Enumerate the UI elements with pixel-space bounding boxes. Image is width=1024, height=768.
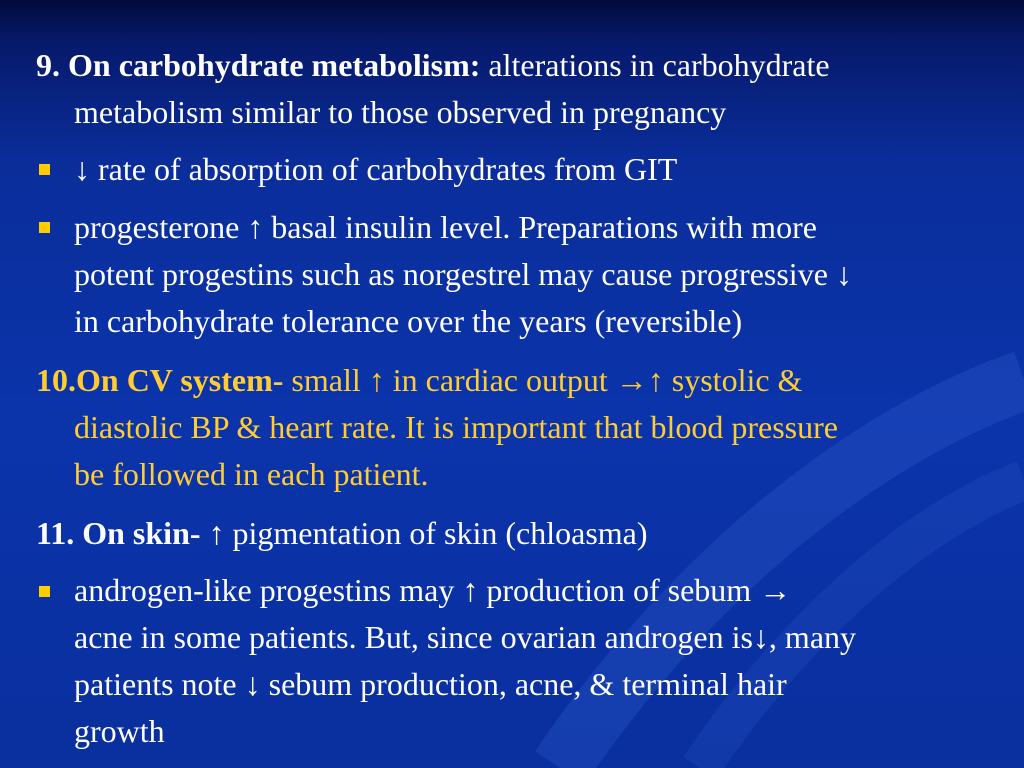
item10-line1 bbox=[36, 357, 802, 404]
bullet3-line4: growth bbox=[74, 713, 165, 749]
item10-heading: 10.On CV system- bbox=[36, 362, 284, 398]
bullet-square-icon bbox=[39, 164, 50, 175]
item10-text-line2: diastolic BP & heart rate. It is important that blood pressure bbox=[74, 409, 838, 445]
item11-heading: 11. On skin- bbox=[36, 515, 201, 551]
item9-heading: 9. On carbohydrate metabolism: bbox=[36, 47, 481, 83]
item10-text-line3: be followed in each patient. bbox=[74, 456, 429, 492]
item9-text-line2: metabolism similar to those observed in pregnancy bbox=[74, 94, 727, 130]
item9-text-line1: alterations in carbohydrate bbox=[480, 47, 830, 83]
bullet-square-icon bbox=[39, 586, 50, 597]
item10-text-line1: small ↑ in cardiac output →↑ systolic & bbox=[283, 362, 803, 398]
bullet3-line3: patients note ↓ sebum production, acne, & terminal hair bbox=[74, 666, 787, 702]
bullet2-line1: progesterone ↑ basal insulin level. Preparations with more bbox=[74, 209, 817, 245]
item11-text-line1: ↑ pigmentation of skin (chloasma) bbox=[200, 515, 648, 551]
bullet-square-icon bbox=[39, 222, 50, 233]
bullet3-line1: androgen-like progestins may ↑ production of sebum → bbox=[74, 572, 792, 608]
bullet1-line1: ↓ rate of absorption of carbohydrates from GIT bbox=[74, 151, 678, 187]
bullet3-line2: acne in some patients. But, since ovarian androgen is↓, many bbox=[74, 619, 857, 655]
item9-line1 bbox=[36, 42, 830, 89]
bullet2-line3: in carbohydrate tolerance over the years (reversible) bbox=[74, 303, 743, 339]
bullet2-line2: potent progestins such as norgestrel may cause progressive ↓ bbox=[74, 256, 852, 292]
item11-line1 bbox=[36, 510, 648, 557]
